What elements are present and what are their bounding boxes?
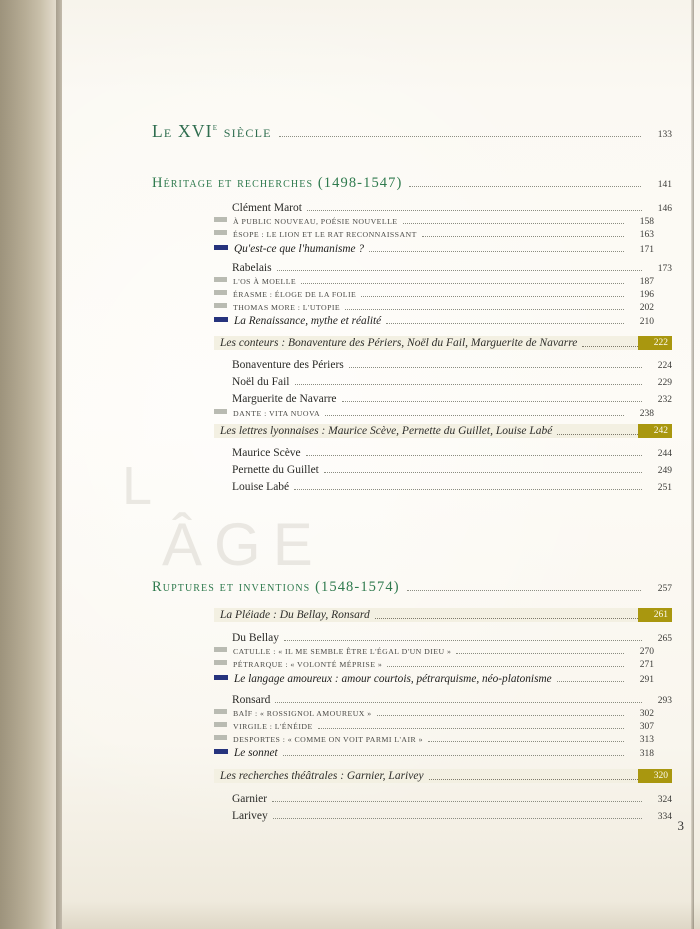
section-heading-heritage[interactable] <box>152 175 672 192</box>
toc-entry[interactable] <box>232 464 672 476</box>
page-title: Le XVIe siècle <box>152 121 272 141</box>
subpart-title: Les lettres lyonnaises : Maurice Scève, Pernette du Guillet, Louise Labé <box>214 424 557 438</box>
entry-label: Pernette du Guillet <box>232 464 319 476</box>
page-number: 158 <box>639 217 654 227</box>
entry-label: Noël du Fail <box>232 376 290 388</box>
entry-label: Marguerite de Navarre <box>232 393 337 405</box>
leader-dots <box>342 400 642 402</box>
book-gutter <box>0 0 62 929</box>
page-number: 261 <box>653 610 668 620</box>
toc-entry-text[interactable] <box>214 290 654 300</box>
leader-dots <box>307 209 642 211</box>
leader-dots <box>557 680 624 682</box>
entry-label: Maurice Scève <box>232 447 301 459</box>
leader-dots <box>279 135 641 137</box>
toc-entry[interactable] <box>232 393 672 405</box>
subpart-bar-lyonnaises[interactable] <box>214 424 672 438</box>
leader-dots <box>284 639 642 641</box>
toc-entry[interactable] <box>232 262 672 274</box>
page-number: 307 <box>639 722 654 732</box>
toc-entry-essay[interactable] <box>214 747 654 759</box>
leader-dots <box>403 222 625 224</box>
text-marker-icon <box>214 277 227 282</box>
subpart-bar-theatrales[interactable] <box>214 769 672 783</box>
entry-label: Larivey <box>232 810 268 822</box>
ghost-line-2: ÂGE <box>162 511 325 578</box>
page-number: 163 <box>639 230 654 240</box>
section-label: Ruptures et inventions (1548-1574) <box>152 579 400 595</box>
subpart-title: Les conteurs : Bonaventure des Périers, Noël du Fail, Marguerite de Navarre <box>214 336 582 350</box>
entry-label: DESPORTES : « COMME ON VOIT PARMI L'AIR » <box>233 735 423 744</box>
page-number: 293 <box>657 696 672 706</box>
essay-marker-icon <box>214 675 228 680</box>
page-number: 334 <box>657 812 672 822</box>
entry-label: CATULLE : « IL ME SEMBLE ÊTRE L'ÉGAL D'UN DIEU » <box>233 647 452 656</box>
page-number: 249 <box>657 466 672 476</box>
page-number: 320 <box>653 771 668 781</box>
toc-entry-text[interactable] <box>214 709 654 719</box>
toc-entry-text[interactable] <box>214 735 654 745</box>
toc-entry-text[interactable] <box>214 722 654 732</box>
page-number: 133 <box>657 130 672 140</box>
page-number: 171 <box>639 245 654 255</box>
essay-marker-icon <box>214 245 228 250</box>
text-marker-icon <box>214 290 227 295</box>
leader-dots <box>345 308 624 310</box>
toc-entry-text[interactable] <box>214 277 654 287</box>
leader-dots <box>369 250 624 252</box>
toc-entry-text[interactable] <box>214 230 654 240</box>
page-number: 232 <box>657 395 672 405</box>
subpart-bar-pleiade[interactable] <box>214 608 672 622</box>
toc-entry[interactable] <box>232 810 672 822</box>
page-number: 302 <box>639 709 654 719</box>
entry-label: La Renaissance, mythe et réalité <box>234 315 382 327</box>
entry-label: Garnier <box>232 793 268 805</box>
entry-label: Louise Labé <box>232 481 290 493</box>
page-number: 265 <box>657 634 672 644</box>
entry-label: Le langage amoureux : amour courtois, pétrarquisme, néo-platonisme <box>234 673 552 685</box>
text-marker-icon <box>214 409 227 414</box>
text-marker-icon <box>214 303 227 308</box>
toc-entry[interactable] <box>232 632 672 644</box>
entry-label: Bonaventure des Périers <box>232 359 344 371</box>
leader-dots <box>272 800 642 802</box>
text-marker-icon <box>214 709 227 714</box>
toc-entry[interactable] <box>232 359 672 371</box>
leader-dots <box>429 769 638 783</box>
leader-dots <box>277 269 642 271</box>
entry-label: BAÏF : « ROSSIGNOL AMOUREUX » <box>233 709 372 718</box>
text-marker-icon <box>214 230 227 235</box>
leader-dots <box>349 366 642 368</box>
page-number: 196 <box>639 290 654 300</box>
leader-dots <box>428 740 624 742</box>
page-number: 257 <box>657 584 672 594</box>
section-heading-ruptures[interactable] <box>152 579 672 596</box>
page-number: 324 <box>657 795 672 805</box>
page-number: 229 <box>657 378 672 388</box>
entry-label: L'OS À MOELLE <box>233 277 297 286</box>
page-number: 222 <box>653 338 668 348</box>
text-marker-icon <box>214 722 227 727</box>
toc-entry-text[interactable] <box>214 660 654 670</box>
leader-dots <box>582 336 638 350</box>
page-number: 202 <box>639 303 654 313</box>
leader-dots <box>318 727 624 729</box>
page-number: 146 <box>657 204 672 214</box>
toc-entry[interactable] <box>232 376 672 388</box>
table-of-contents <box>92 0 672 929</box>
leader-dots <box>273 817 642 819</box>
toc-entry-essay[interactable] <box>214 673 654 685</box>
page-number: 210 <box>639 317 654 327</box>
entry-label: DANTE : VITA NUOVA <box>233 409 321 418</box>
page-number: 244 <box>657 449 672 459</box>
entry-label: Clément Marot <box>232 202 302 214</box>
leader-dots <box>386 322 624 324</box>
text-marker-icon <box>214 735 227 740</box>
page-number: 291 <box>639 675 654 685</box>
toc-entry-essay[interactable] <box>214 315 654 327</box>
entry-label: VIRGILE : L'ÉNÉIDE <box>233 722 313 731</box>
toc-entry-text[interactable] <box>214 647 654 657</box>
entry-label: À PUBLIC NOUVEAU, POÉSIE NOUVELLE <box>233 217 398 226</box>
leader-dots <box>306 454 642 456</box>
toc-entry-text[interactable] <box>214 217 654 227</box>
entry-label: Qu'est-ce que l'humanisme ? <box>234 243 365 255</box>
page-number: 224 <box>657 361 672 371</box>
entry-label: ÉSOPE : LE LION ET LE RAT RECONNAISSANT <box>233 230 417 239</box>
leader-dots <box>557 424 638 438</box>
leader-dots <box>387 665 624 667</box>
leader-dots <box>422 235 624 237</box>
text-marker-icon <box>214 217 227 222</box>
toc-entry[interactable] <box>232 793 672 805</box>
entry-label: Ronsard <box>232 694 271 706</box>
page-number: 187 <box>639 277 654 287</box>
page-number: 270 <box>639 647 654 657</box>
entry-label: ÉRASME : ÉLOGE DE LA FOLIE <box>233 290 357 299</box>
page-number: 173 <box>657 264 672 274</box>
page-number: 238 <box>639 409 654 419</box>
leader-dots <box>301 282 624 284</box>
page-edge-shadow <box>691 0 694 929</box>
leader-dots <box>456 652 624 654</box>
leader-dots <box>409 185 641 187</box>
leader-dots <box>283 754 624 756</box>
page-number: 251 <box>657 483 672 493</box>
essay-marker-icon <box>214 749 228 754</box>
leader-dots <box>325 414 624 416</box>
subpart-title: La Pléiade : Du Bellay, Ronsard <box>214 608 375 622</box>
leader-dots <box>275 701 642 703</box>
entry-label: Rabelais <box>232 262 272 274</box>
subpart-title: Les recherches théâtrales : Garnier, Larivey <box>214 769 429 783</box>
leader-dots <box>324 471 642 473</box>
page-number: 318 <box>639 749 654 759</box>
essay-marker-icon <box>214 317 228 322</box>
book-page <box>62 0 700 929</box>
text-marker-icon <box>214 660 227 665</box>
page-number: 141 <box>657 180 672 190</box>
text-marker-icon <box>214 647 227 652</box>
section-label: Héritage et recherches (1498-1547) <box>152 175 403 191</box>
subpart-bar-conteurs[interactable] <box>214 336 672 350</box>
leader-dots <box>361 295 624 297</box>
page-number: 313 <box>639 735 654 745</box>
folio-number: 3 <box>677 818 684 833</box>
toc-entry-text[interactable] <box>214 303 654 313</box>
entry-label: Du Bellay <box>232 632 279 644</box>
toc-entry-text[interactable] <box>214 409 654 419</box>
page-number: 242 <box>653 426 668 436</box>
toc-entry[interactable] <box>232 481 672 493</box>
entry-label: PÉTRARQUE : « VOLONTÉ MÉPRISE » <box>233 660 383 669</box>
entry-label: Le sonnet <box>234 747 278 759</box>
entry-label: THOMAS MORE : L'UTOPIE <box>233 303 341 312</box>
leader-dots <box>407 589 641 591</box>
toc-century-title-row[interactable] <box>152 121 672 142</box>
toc-entry[interactable] <box>232 447 672 459</box>
leader-dots <box>375 608 638 622</box>
leader-dots <box>294 488 642 490</box>
toc-entry[interactable] <box>232 202 672 214</box>
leader-dots <box>295 383 643 385</box>
page-number: 271 <box>639 660 654 670</box>
toc-entry[interactable] <box>232 694 672 706</box>
leader-dots <box>377 714 624 716</box>
ghost-line-1: L <box>122 456 163 516</box>
toc-entry-essay[interactable] <box>214 243 654 255</box>
